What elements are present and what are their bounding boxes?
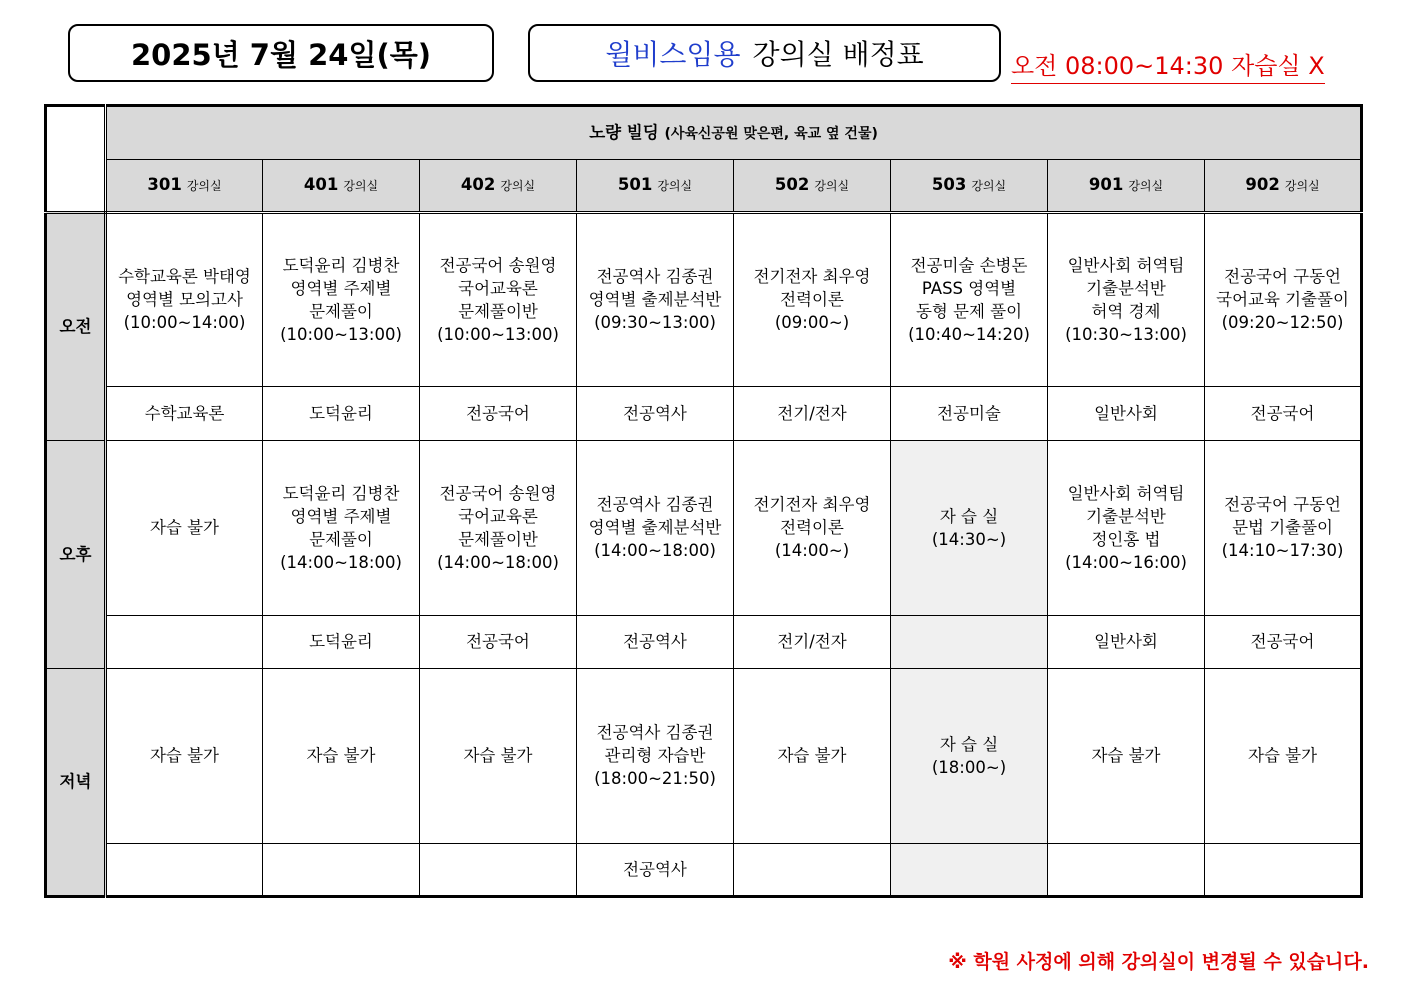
subject-cell (734, 843, 891, 896)
class-info-line: 전공국어 구동언 (1224, 267, 1341, 287)
subject-cell: 전공국어 (1205, 615, 1362, 668)
class-info-line: 전공미술 손병돈 (910, 255, 1028, 275)
class-info-line: 자습 불가 (463, 746, 533, 766)
change-notice: ※ 학원 사정에 의해 강의실이 변경될 수 있습니다. (948, 951, 1369, 973)
subject-cell (106, 615, 263, 668)
class-info-line: 문법 기출풀이 (1232, 518, 1333, 538)
class-info-line: (18:00~21:50) (594, 769, 716, 789)
subject-cell (263, 843, 420, 896)
class-info-line: 일반사회 허역팀 (1067, 255, 1185, 275)
room-schedule-table (44, 104, 1363, 898)
class-info-line: 자습 불가 (1091, 746, 1161, 766)
class-info-line: 관리형 자습반 (604, 746, 706, 766)
building-location-note: (사육신공원 맞은편, 육교 옆 건물) (664, 125, 878, 142)
room-suffix: 강의실 (343, 178, 379, 193)
class-cell (1048, 212, 1205, 387)
class-info-line: 도덕윤리 김병찬 (282, 483, 400, 503)
class-cell (263, 668, 420, 843)
subject-cell: 도덕윤리 (263, 387, 420, 440)
class-cell (1048, 668, 1205, 843)
class-info-line: 전공국어 구동언 (1224, 495, 1341, 515)
class-info-line: 문제풀이 (309, 301, 373, 321)
class-info-line: (09:20~12:50) (1221, 313, 1344, 333)
corner-cell (46, 106, 106, 213)
room-number: 501 (617, 174, 653, 194)
subject-cell: 전공역사 (577, 615, 734, 668)
class-info-line: 전공국어 송원영 (439, 483, 557, 503)
room-suffix: 강의실 (1284, 178, 1320, 193)
date-text: 2025년 7월 24일(목) (130, 37, 431, 72)
class-cell (106, 212, 263, 387)
period-label: 오전 (46, 212, 106, 440)
room-header (420, 160, 577, 212)
class-info-line: 영역별 모의고사 (126, 290, 243, 310)
class-cell (891, 668, 1048, 843)
period-label: 저녁 (46, 668, 106, 896)
class-info-line: PASS 영역별 (921, 278, 1017, 298)
class-info-line: 전공역사 김종권 (596, 267, 714, 287)
room-header (891, 160, 1048, 212)
class-cell (263, 440, 420, 615)
class-info-line: 국어교육 기출풀이 (1216, 290, 1349, 310)
class-info-line: 국어교육론 (458, 278, 538, 298)
class-info-line: 정인홍 법 (1091, 529, 1161, 549)
class-info-line: 전력이론 (780, 518, 844, 538)
subject-cell (1048, 843, 1205, 896)
class-cell (420, 668, 577, 843)
room-number: 901 (1088, 174, 1124, 194)
class-cell (263, 212, 420, 387)
class-cell (1205, 440, 1362, 615)
room-number: 401 (303, 174, 339, 194)
class-info-line: 자습 불가 (306, 746, 376, 766)
class-info-line: 기출분석반 (1086, 506, 1166, 526)
class-info-line: 자습 불가 (149, 746, 219, 766)
schedule-title-text: 강의실 배정표 (752, 38, 924, 71)
class-info-line: 영역별 주제별 (290, 506, 392, 526)
brand-name: 윌비스임용 (605, 38, 741, 71)
room-number: 402 (460, 174, 496, 194)
class-cell (577, 440, 734, 615)
class-info-line: 도덕윤리 김병찬 (282, 255, 400, 275)
class-info-line: (14:10~17:30) (1221, 541, 1344, 561)
class-info-line: 전기전자 최우영 (753, 495, 871, 515)
schedule-title (528, 24, 1001, 82)
morning-notice: 오전 08:00~14:30 자습실 X (1011, 46, 1325, 84)
class-info-line: 기출분석반 (1086, 278, 1166, 298)
subject-cell (106, 843, 263, 896)
room-number: 502 (774, 174, 810, 194)
room-suffix: 강의실 (1128, 178, 1164, 193)
class-cell (734, 212, 891, 387)
room-header (1205, 160, 1362, 212)
class-cell (891, 440, 1048, 615)
class-info-line: 영역별 출제분석반 (588, 290, 722, 310)
class-info-line: 자 습 실 (939, 506, 999, 526)
class-info-line: 전공역사 김종권 (596, 495, 714, 515)
class-info-line: 수학교육론 박태영 (118, 267, 251, 287)
subject-row (46, 615, 1362, 668)
room-header (1048, 160, 1205, 212)
class-info-line: (18:00~) (931, 757, 1007, 777)
class-info-line: (10:40~14:20) (908, 324, 1030, 344)
class-info-line: (10:00~13:00) (437, 324, 559, 344)
room-header (263, 160, 420, 212)
class-info-line: 자 습 실 (939, 734, 999, 754)
subject-cell: 전공국어 (420, 615, 577, 668)
subject-row (46, 387, 1362, 440)
class-cell (420, 212, 577, 387)
class-info-line: (09:00~) (774, 313, 850, 333)
class-cell (891, 212, 1048, 387)
subject-cell: 전공역사 (577, 843, 734, 896)
room-number: 503 (931, 174, 967, 194)
class-cell (1205, 212, 1362, 387)
subject-cell: 전공국어 (420, 387, 577, 440)
building-header (106, 106, 1362, 160)
room-header-row (46, 160, 1362, 212)
period-row (46, 440, 1362, 615)
class-cell (1205, 668, 1362, 843)
class-info-line: 자습 불가 (777, 746, 847, 766)
class-cell (734, 440, 891, 615)
class-info-line: 허역 경제 (1091, 301, 1161, 321)
room-header (734, 160, 891, 212)
class-info-line: 동형 문제 풀이 (915, 301, 1023, 321)
subject-cell: 전기/전자 (734, 387, 891, 440)
class-info-line: (14:00~18:00) (437, 552, 559, 572)
subject-cell: 일반사회 (1048, 615, 1205, 668)
class-info-line: 영역별 출제분석반 (588, 518, 722, 538)
period-row (46, 668, 1362, 843)
subject-cell: 전공국어 (1205, 387, 1362, 440)
class-info-line: 영역별 주제별 (290, 278, 392, 298)
room-header (106, 160, 263, 212)
class-info-line: 문제풀이 (309, 529, 373, 549)
class-info-line: 전력이론 (780, 290, 844, 310)
class-info-line: (14:30~) (931, 529, 1007, 549)
class-cell (420, 440, 577, 615)
class-info-line: (14:00~18:00) (280, 552, 402, 572)
subject-cell: 일반사회 (1048, 387, 1205, 440)
class-info-line: 자습 불가 (1248, 746, 1318, 766)
class-cell (106, 668, 263, 843)
class-cell (1048, 440, 1205, 615)
room-suffix: 강의실 (971, 178, 1007, 193)
date-title (68, 24, 494, 82)
room-suffix: 강의실 (657, 178, 693, 193)
subject-cell: 수학교육론 (106, 387, 263, 440)
subject-cell (420, 843, 577, 896)
subject-cell: 전공역사 (577, 387, 734, 440)
building-name: 노량 빌딩 (589, 122, 659, 142)
class-info-line: (09:30~13:00) (594, 313, 716, 333)
subject-cell (1205, 843, 1362, 896)
room-suffix: 강의실 (186, 178, 222, 193)
class-info-line: (10:00~14:00) (123, 313, 246, 333)
subject-cell (891, 615, 1048, 668)
class-info-line: (14:00~18:00) (594, 541, 716, 561)
subject-cell (891, 843, 1048, 896)
room-number: 301 (147, 174, 182, 194)
class-cell (106, 440, 263, 615)
class-cell (734, 668, 891, 843)
class-info-line: 전공역사 김종권 (596, 723, 714, 743)
class-info-line: 국어교육론 (458, 506, 538, 526)
class-info-line: (14:00~) (774, 541, 850, 561)
class-info-line: 문제풀이반 (458, 529, 538, 549)
class-info-line: (14:00~16:00) (1065, 552, 1187, 572)
period-label: 오후 (46, 440, 106, 668)
class-info-line: (10:30~13:00) (1065, 324, 1187, 344)
subject-cell: 전공미술 (891, 387, 1048, 440)
class-cell (577, 668, 734, 843)
subject-cell: 도덕윤리 (263, 615, 420, 668)
subject-cell: 전기/전자 (734, 615, 891, 668)
class-info-line: 전공국어 송원영 (439, 255, 557, 275)
class-info-line: 일반사회 허역팀 (1067, 483, 1185, 503)
room-suffix: 강의실 (814, 178, 850, 193)
class-info-line: 전기전자 최우영 (753, 267, 871, 287)
class-info-line: 문제풀이반 (458, 301, 538, 321)
room-header (577, 160, 734, 212)
class-cell (577, 212, 734, 387)
class-info-line: (10:00~13:00) (280, 324, 402, 344)
room-number: 902 (1245, 174, 1280, 194)
room-suffix: 강의실 (500, 178, 536, 193)
class-info-line: 자습 불가 (149, 518, 219, 538)
subject-row (46, 843, 1362, 896)
period-row (46, 212, 1362, 387)
